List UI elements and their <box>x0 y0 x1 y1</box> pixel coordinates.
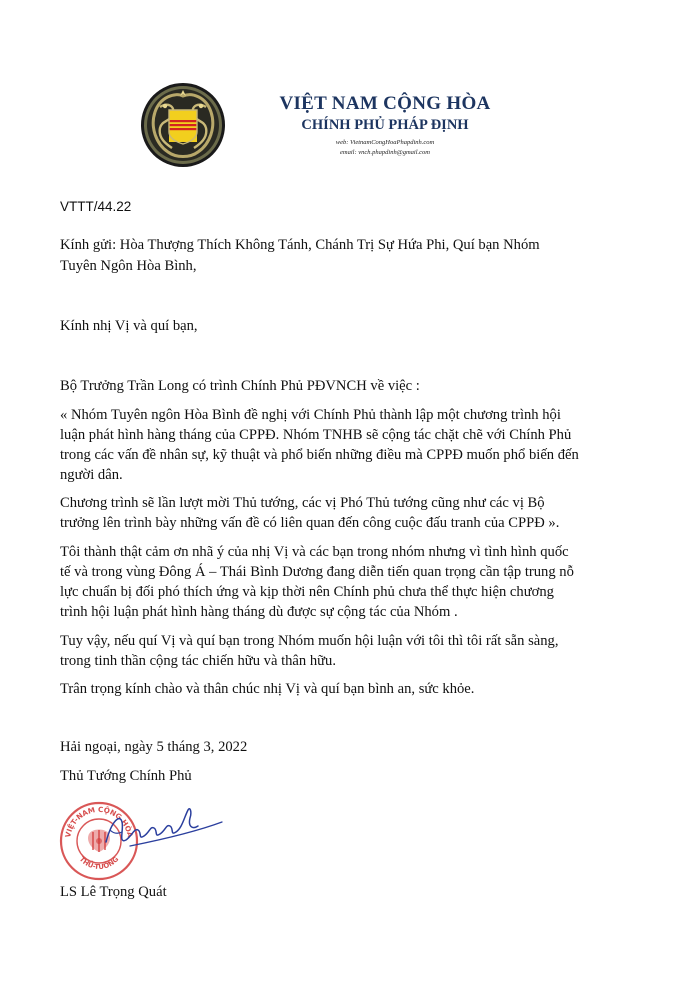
dragon-flag-emblem-icon <box>140 82 226 168</box>
para3-line-4: trình hội luận phát hình hàng tháng dù được sự cộng tác của Nhóm . <box>60 604 458 620</box>
quote-p1-line-1: « Nhóm Tuyên ngôn Hòa Bình đề nghị với Chính Phủ thành lập một chương trình hội <box>60 407 561 423</box>
quote-p2-line-2: trưởng lên trình bày những vấn đề có liên quan đến công cuộc đấu tranh của CPPĐ ». <box>60 515 560 531</box>
recipients-line-2: Tuyên Ngôn Hòa Bình, <box>60 258 197 274</box>
intro-line: Bộ Trưởng Trần Long có trình Chính Phủ PĐVNCH về việc : <box>60 378 420 394</box>
letterhead-subtitle: CHÍNH PHỦ PHÁP ĐỊNH <box>301 117 469 133</box>
para3-line-3: lực chuẩn bị đối phó thích ứng và kịp thời nên Chính phủ chưa thể thực hiện chương <box>60 584 554 600</box>
quote-p1-line-3: trong các vấn đề nhân sự, kỹ thuật và phổ biến những điều mà CPPĐ muốn phổ biến đến <box>60 447 579 463</box>
signer-title: Thủ Tướng Chính Phủ <box>60 768 192 784</box>
para4-line-1: Tuy vậy, nếu quí Vị và quí bạn trong Nhóm muốn hội luận với tôi thì tôi rất sẵn sàng, <box>60 633 559 649</box>
letterhead-web: web: VietnamCongHoaPhapdinh.com <box>335 139 435 146</box>
letterhead-email: email: vnch.phapdinh@gmail.com <box>340 149 430 156</box>
closing-line: Trân trọng kính chào và thân chúc nhị Vị và quí bạn bình an, sức khỏe. <box>60 681 475 697</box>
stamp-bottom-text: THỦ-TƯỚNG <box>77 855 121 872</box>
para3-line-1: Tôi thành thật cảm ơn nhã ý của nhị Vị và các bạn trong nhóm nhưng vì tình hình quốc <box>60 544 569 560</box>
para4-line-2: trong tinh thần cộng tác chiến hữu và thân hữu. <box>60 653 337 669</box>
quote-p1-line-4: người dân. <box>60 467 123 483</box>
handwritten-signature <box>100 800 225 855</box>
greeting: Kính nhị Vị và quí bạn, <box>60 318 198 334</box>
letterhead-title: VIỆT NAM CỘNG HÒA <box>279 93 491 114</box>
quote-p1-line-2: luận phát hình hàng tháng của CPPĐ. Nhóm TNHB sẽ cộng tác chặt chẽ với Chính Phủ <box>60 427 572 443</box>
reference-number: VTTT/44.22 <box>60 199 132 214</box>
para3-line-2: tế và trong vùng Đông Á – Thái Bình Dương đang diễn tiến quan trọng cần tập trung nỗ <box>60 564 574 580</box>
quote-p2-line-1: Chương trình sẽ lần lượt mời Thủ tướng, các vị Phó Thủ tướng cũng như các vị Bộ <box>60 495 545 511</box>
recipients-line-1: Kính gửi: Hòa Thượng Thích Không Tánh, Chánh Trị Sự Hứa Phi, Quí bạn Nhóm <box>60 237 540 253</box>
date-line: Hải ngoại, ngày 5 tháng 3, 2022 <box>60 739 248 755</box>
signer-name: LS Lê Trọng Quát <box>60 884 167 900</box>
stamp-top-text: VIỆT-NAM CỘNG HÒA <box>63 804 135 839</box>
